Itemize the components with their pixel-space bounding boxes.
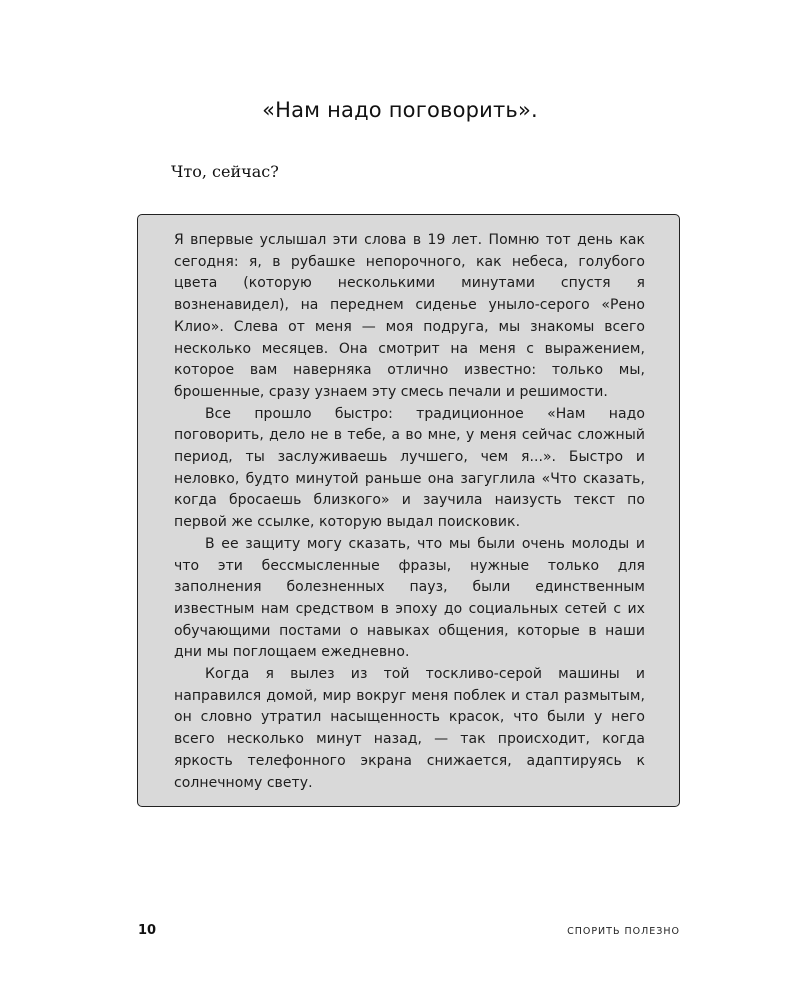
page-number: 10 [138, 923, 157, 938]
running-title: СПОРИТЬ ПОЛЕЗНО [567, 926, 680, 937]
chapter-subheading: Что, сейчас? [171, 162, 279, 181]
box-paragraph-4: Когда я вылез из той тоскливо-серой машины и направился домой, мир вокруг меня поблек и стал размытым, он словно утратил насыщенность красок, что были у него всего несколько минут назад, — так происходит, когда яркость телефонного экрана снижается, адаптируясь к солнечному свету. [174, 666, 645, 791]
chapter-heading: «Нам надо поговорить». [262, 98, 538, 122]
box-paragraph-1: Я впервые услышал эти слова в 19 лет. Помню тот день как сегодня: я, в рубашке непорочного, как небеса, голубого цвета (которую несколькими минутами спустя я возненавидел), на переднем сиденье уныло-серого «Рено Клио». Слева от меня — моя подруга, мы знакомы всего несколько месяцев. Она смотрит на меня с выражением, которое вам наверняка отлично известно: только мы, брошенные, сразу узнаем эту смесь печали и решимости. [174, 232, 645, 400]
box-paragraph-3: В ее защиту могу сказать, что мы были очень молоды и что эти бессмысленные фразы, нужные только для заполнения болезненных пауз, были единственным известным нам средством в эпоху до социальных сетей с их обучающими постами о навыках общения, которые в наши дни мы поглощаем ежедневно. [174, 535, 645, 661]
sidebar-box [137, 214, 680, 807]
box-paragraph-2: Все прошло быстро: традиционное «Нам надо поговорить, дело не в тебе, а во мне, у меня сейчас сложный период, ты заслуживаешь лучшего, чем я...». Быстро и неловко, будто минутой раньше она загуглила «Что сказать, когда бросаешь близкого» и заучила наизусть текст по первой же ссылке, которую выдал поисковик. [174, 405, 645, 531]
